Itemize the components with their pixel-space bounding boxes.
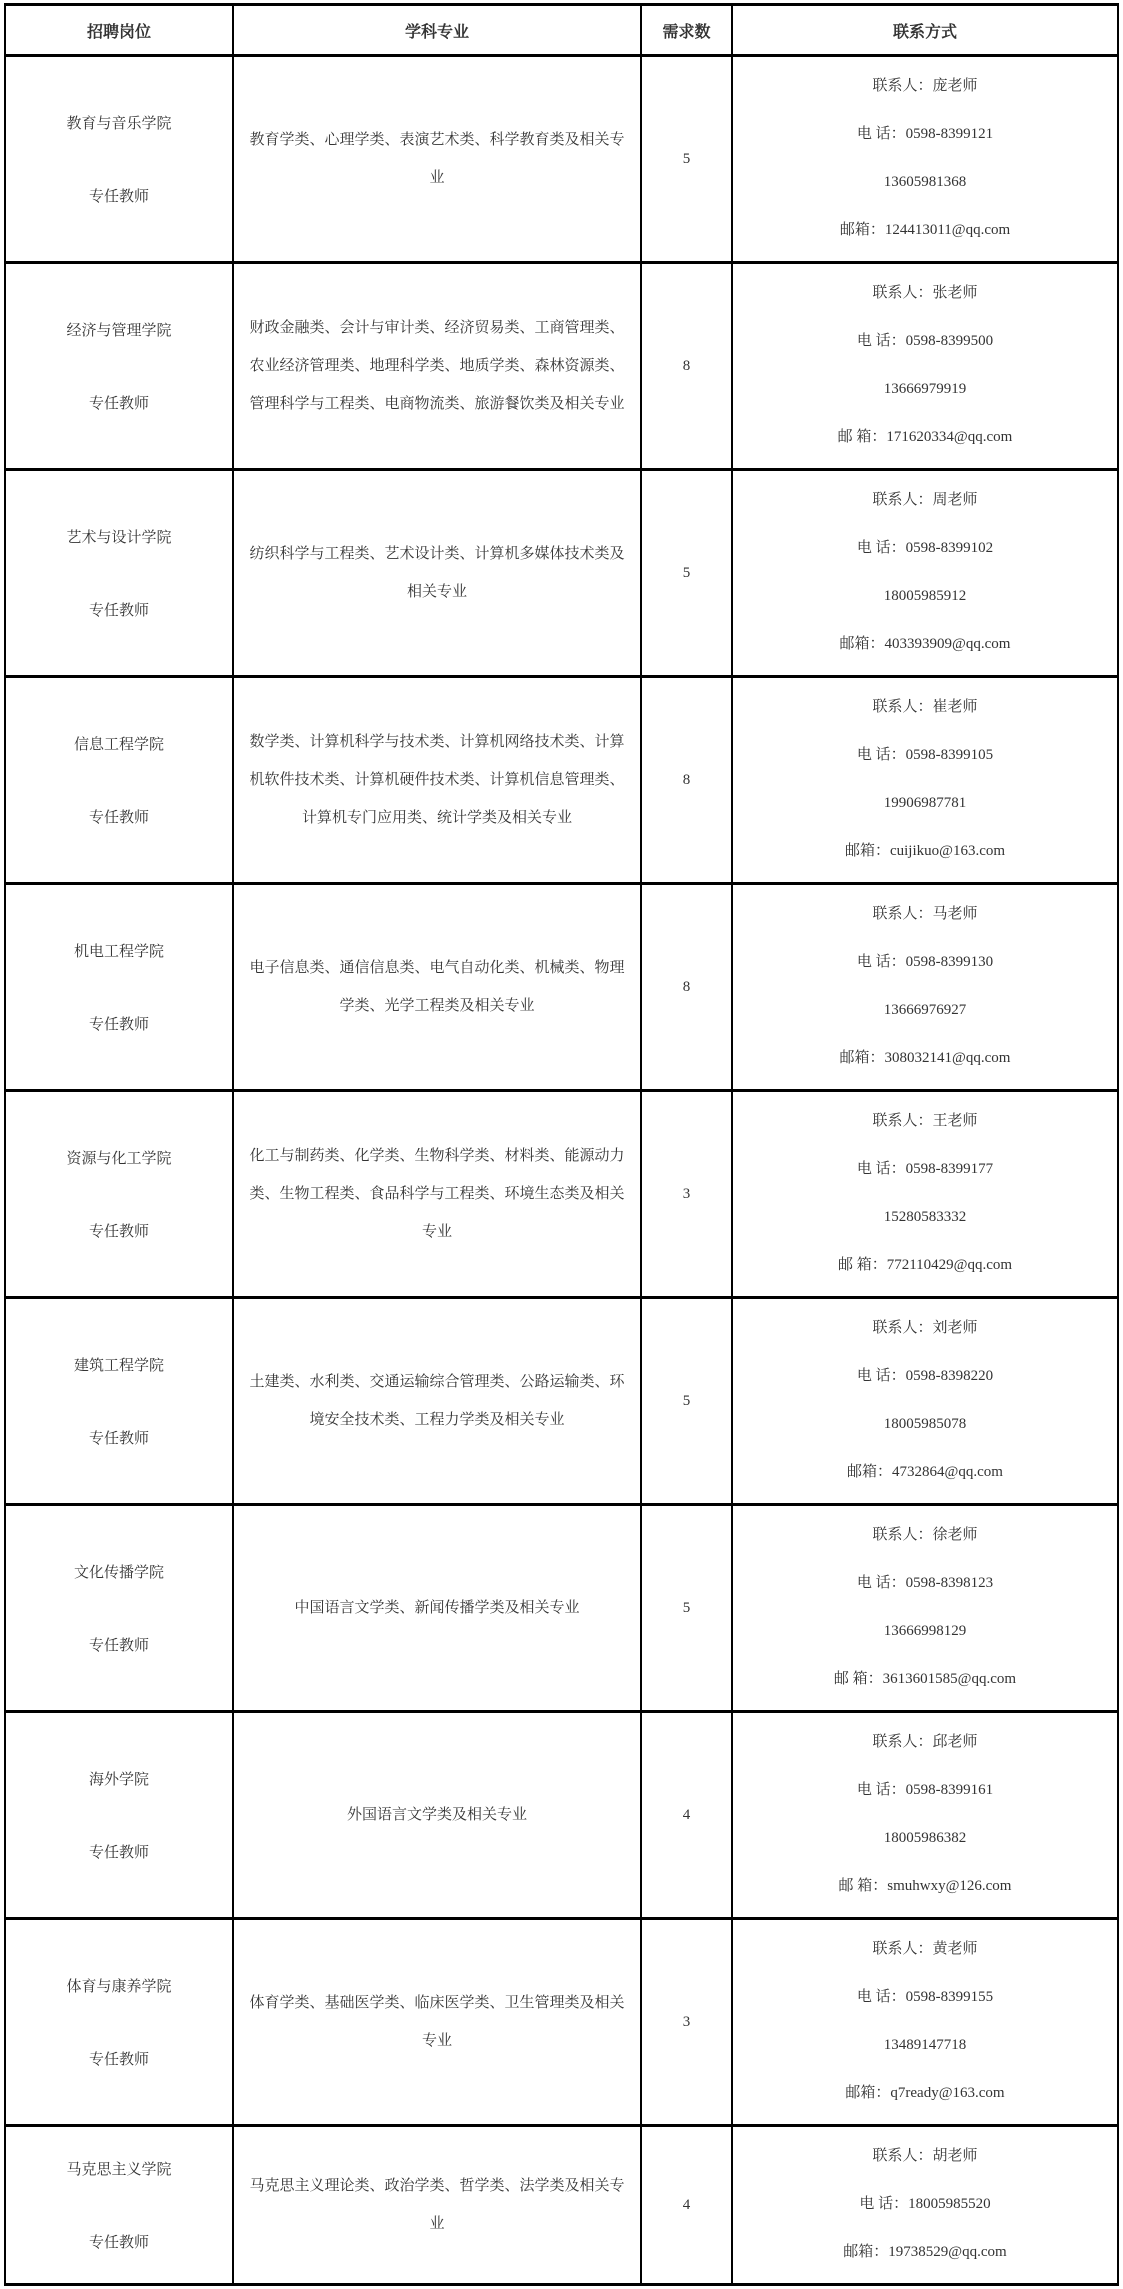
- contact-line: 13666979919: [883, 381, 967, 397]
- position-title: 专任教师: [88, 1845, 149, 1861]
- position-cell: [5, 1505, 233, 1712]
- contact-line: 邮箱：19738529@qq.com: [843, 2244, 1007, 2260]
- college-name: 信息工程学院: [73, 737, 164, 753]
- contact-line: 19906987781: [883, 795, 967, 811]
- contact-cell: [732, 677, 1118, 884]
- position-cell: [5, 1091, 233, 1298]
- position-title: 专任教师: [88, 2052, 149, 2068]
- contact-line: 13666976927: [883, 1002, 967, 1018]
- position-cell: [5, 677, 233, 884]
- contact-line: 13666998129: [883, 1623, 967, 1639]
- contact-line: 联系人：张老师: [872, 285, 978, 301]
- count-cell: 8: [641, 677, 732, 884]
- majors-cell: 教育学类、心理学类、表演艺术类、科学教育类及相关专业: [233, 56, 641, 263]
- contact-line: 电 话：0598-8399155: [856, 1989, 994, 2005]
- position-title: 专任教师: [88, 1224, 149, 1240]
- contact-line: 邮箱：308032141@qq.com: [839, 1050, 1011, 1066]
- contact-line: 联系人：王老师: [872, 1113, 978, 1129]
- majors-cell: 纺织科学与工程类、艺术设计类、计算机多媒体技术类及相关专业: [233, 470, 641, 677]
- count-cell: 4: [641, 1712, 732, 1919]
- college-name: 资源与化工学院: [66, 1151, 172, 1167]
- contact-cell: [732, 2126, 1118, 2285]
- position-cell: [5, 884, 233, 1091]
- table-body: [5, 56, 1118, 2285]
- position-cell: [5, 1919, 233, 2126]
- majors-cell: 中国语言文学类、新闻传播学类及相关专业: [233, 1505, 641, 1712]
- contact-line: 电 话：0598-8399130: [856, 954, 994, 970]
- majors-cell: 化工与制药类、化学类、生物科学类、材料类、能源动力类、生物工程类、食品科学与工程类、环境生态类及相关专业: [233, 1091, 641, 1298]
- college-name: 艺术与设计学院: [66, 530, 172, 546]
- contact-line: 邮 箱：772110429@qq.com: [837, 1257, 1013, 1273]
- table-row: [5, 677, 1118, 884]
- college-name: 机电工程学院: [73, 944, 164, 960]
- contact-line: 联系人：马老师: [872, 906, 978, 922]
- contact-line: 电 话：0598-8399177: [856, 1161, 994, 1177]
- table-row: [5, 884, 1118, 1091]
- contact-line: 18005985078: [883, 1416, 967, 1432]
- table-row: [5, 1505, 1118, 1712]
- count-cell: 5: [641, 56, 732, 263]
- contact-line: 邮 箱：3613601585@qq.com: [833, 1671, 1017, 1687]
- position-title: 专任教师: [88, 189, 149, 205]
- contact-cell: [732, 1298, 1118, 1505]
- position-cell: [5, 1712, 233, 1919]
- contact-line: 电 话：0598-8398220: [856, 1368, 994, 1384]
- contact-line: 联系人：胡老师: [872, 2148, 978, 2164]
- position-title: 专任教师: [88, 1017, 149, 1033]
- contact-line: 联系人：崔老师: [872, 699, 978, 715]
- count-cell: 8: [641, 884, 732, 1091]
- contact-line: 邮 箱：171620334@qq.com: [837, 429, 1013, 445]
- contact-line: 联系人：邱老师: [872, 1734, 978, 1750]
- table-row: [5, 1091, 1118, 1298]
- col-header-count: 需求数: [641, 5, 732, 56]
- position-title: 专任教师: [88, 2235, 149, 2251]
- position-title: 专任教师: [88, 396, 149, 412]
- majors-cell: 体育学类、基础医学类、临床医学类、卫生管理类及相关专业: [233, 1919, 641, 2126]
- count-cell: 5: [641, 1298, 732, 1505]
- contact-line: 联系人：庞老师: [872, 78, 978, 94]
- position-cell: [5, 1298, 233, 1505]
- recruitment-table: [4, 3, 1119, 2286]
- table-row: [5, 470, 1118, 677]
- col-header-position: 招聘岗位: [5, 5, 233, 56]
- table-header: [5, 5, 1118, 56]
- contact-cell: [732, 1919, 1118, 2126]
- majors-cell: 财政金融类、会计与审计类、经济贸易类、工商管理类、农业经济管理类、地理科学类、地质学类、森林资源类、管理科学与工程类、电商物流类、旅游餐饮类及相关专业: [233, 263, 641, 470]
- contact-line: 电 话：0598-8399121: [856, 126, 994, 142]
- contact-line: 18005985912: [883, 588, 967, 604]
- contact-cell: [732, 470, 1118, 677]
- majors-cell: 外国语言文学类及相关专业: [233, 1712, 641, 1919]
- count-cell: 3: [641, 1919, 732, 2126]
- count-cell: 3: [641, 1091, 732, 1298]
- contact-line: 电 话：18005985520: [859, 2196, 991, 2212]
- table-row: [5, 263, 1118, 470]
- contact-cell: [732, 1091, 1118, 1298]
- contact-line: 电 话：0598-8399161: [856, 1782, 994, 1798]
- college-name: 经济与管理学院: [66, 323, 172, 339]
- contact-line: 邮箱：124413011@qq.com: [839, 222, 1011, 238]
- contact-line: 邮 箱：smuhwxy@126.com: [838, 1878, 1012, 1894]
- col-header-major: 学科专业: [233, 5, 641, 56]
- count-cell: 5: [641, 470, 732, 677]
- position-title: 专任教师: [88, 810, 149, 826]
- majors-cell: 马克思主义理论类、政治学类、哲学类、法学类及相关专业: [233, 2126, 641, 2285]
- majors-cell: 电子信息类、通信信息类、电气自动化类、机械类、物理学类、光学工程类及相关专业: [233, 884, 641, 1091]
- contact-line: 联系人：刘老师: [872, 1320, 978, 1336]
- col-header-contact: 联系方式: [732, 5, 1118, 56]
- contact-line: 联系人：黄老师: [872, 1941, 978, 1957]
- header-row: [5, 5, 1118, 56]
- contact-line: 联系人：周老师: [872, 492, 978, 508]
- table-row: [5, 1712, 1118, 1919]
- position-cell: [5, 2126, 233, 2285]
- contact-line: 电 话：0598-8399102: [856, 540, 994, 556]
- contact-line: 邮箱：q7ready@163.com: [845, 2085, 1005, 2101]
- position-cell: [5, 263, 233, 470]
- contact-line: 13605981368: [883, 174, 967, 190]
- count-cell: 5: [641, 1505, 732, 1712]
- position-title: 专任教师: [88, 603, 149, 619]
- count-cell: 8: [641, 263, 732, 470]
- page: [0, 3, 1123, 2286]
- table-row: [5, 56, 1118, 263]
- contact-cell: [732, 1505, 1118, 1712]
- contact-line: 邮箱：cuijikuo@163.com: [844, 843, 1006, 859]
- contact-cell: [732, 263, 1118, 470]
- contact-line: 电 话：0598-8399105: [856, 747, 994, 763]
- table-row: [5, 1919, 1118, 2126]
- contact-line: 18005986382: [883, 1830, 967, 1846]
- contact-cell: [732, 1712, 1118, 1919]
- contact-cell: [732, 56, 1118, 263]
- table-row: [5, 2126, 1118, 2285]
- college-name: 文化传播学院: [73, 1565, 164, 1581]
- contact-line: 邮箱：403393909@qq.com: [839, 636, 1011, 652]
- position-cell: [5, 56, 233, 263]
- majors-cell: 数学类、计算机科学与技术类、计算机网络技术类、计算机软件技术类、计算机硬件技术类、计算机信息管理类、计算机专门应用类、统计学类及相关专业: [233, 677, 641, 884]
- contact-line: 电 话：0598-8399500: [856, 333, 994, 349]
- majors-cell: 土建类、水利类、交通运输综合管理类、公路运输类、环境安全技术类、工程力学类及相关专业: [233, 1298, 641, 1505]
- contact-line: 联系人：徐老师: [872, 1527, 978, 1543]
- contact-cell: [732, 884, 1118, 1091]
- college-name: 教育与音乐学院: [66, 116, 172, 132]
- contact-line: 电 话：0598-8398123: [856, 1575, 994, 1591]
- count-cell: 4: [641, 2126, 732, 2285]
- college-name: 建筑工程学院: [73, 1358, 164, 1374]
- position-cell: [5, 470, 233, 677]
- college-name: 马克思主义学院: [66, 2162, 172, 2178]
- table-row: [5, 1298, 1118, 1505]
- position-title: 专任教师: [88, 1638, 149, 1654]
- college-name: 海外学院: [88, 1772, 149, 1788]
- contact-line: 邮箱：4732864@qq.com: [847, 1464, 1003, 1480]
- position-title: 专任教师: [88, 1431, 149, 1447]
- contact-line: 15280583332: [883, 1209, 967, 1225]
- contact-line: 13489147718: [883, 2037, 967, 2053]
- college-name: 体育与康养学院: [66, 1979, 172, 1995]
